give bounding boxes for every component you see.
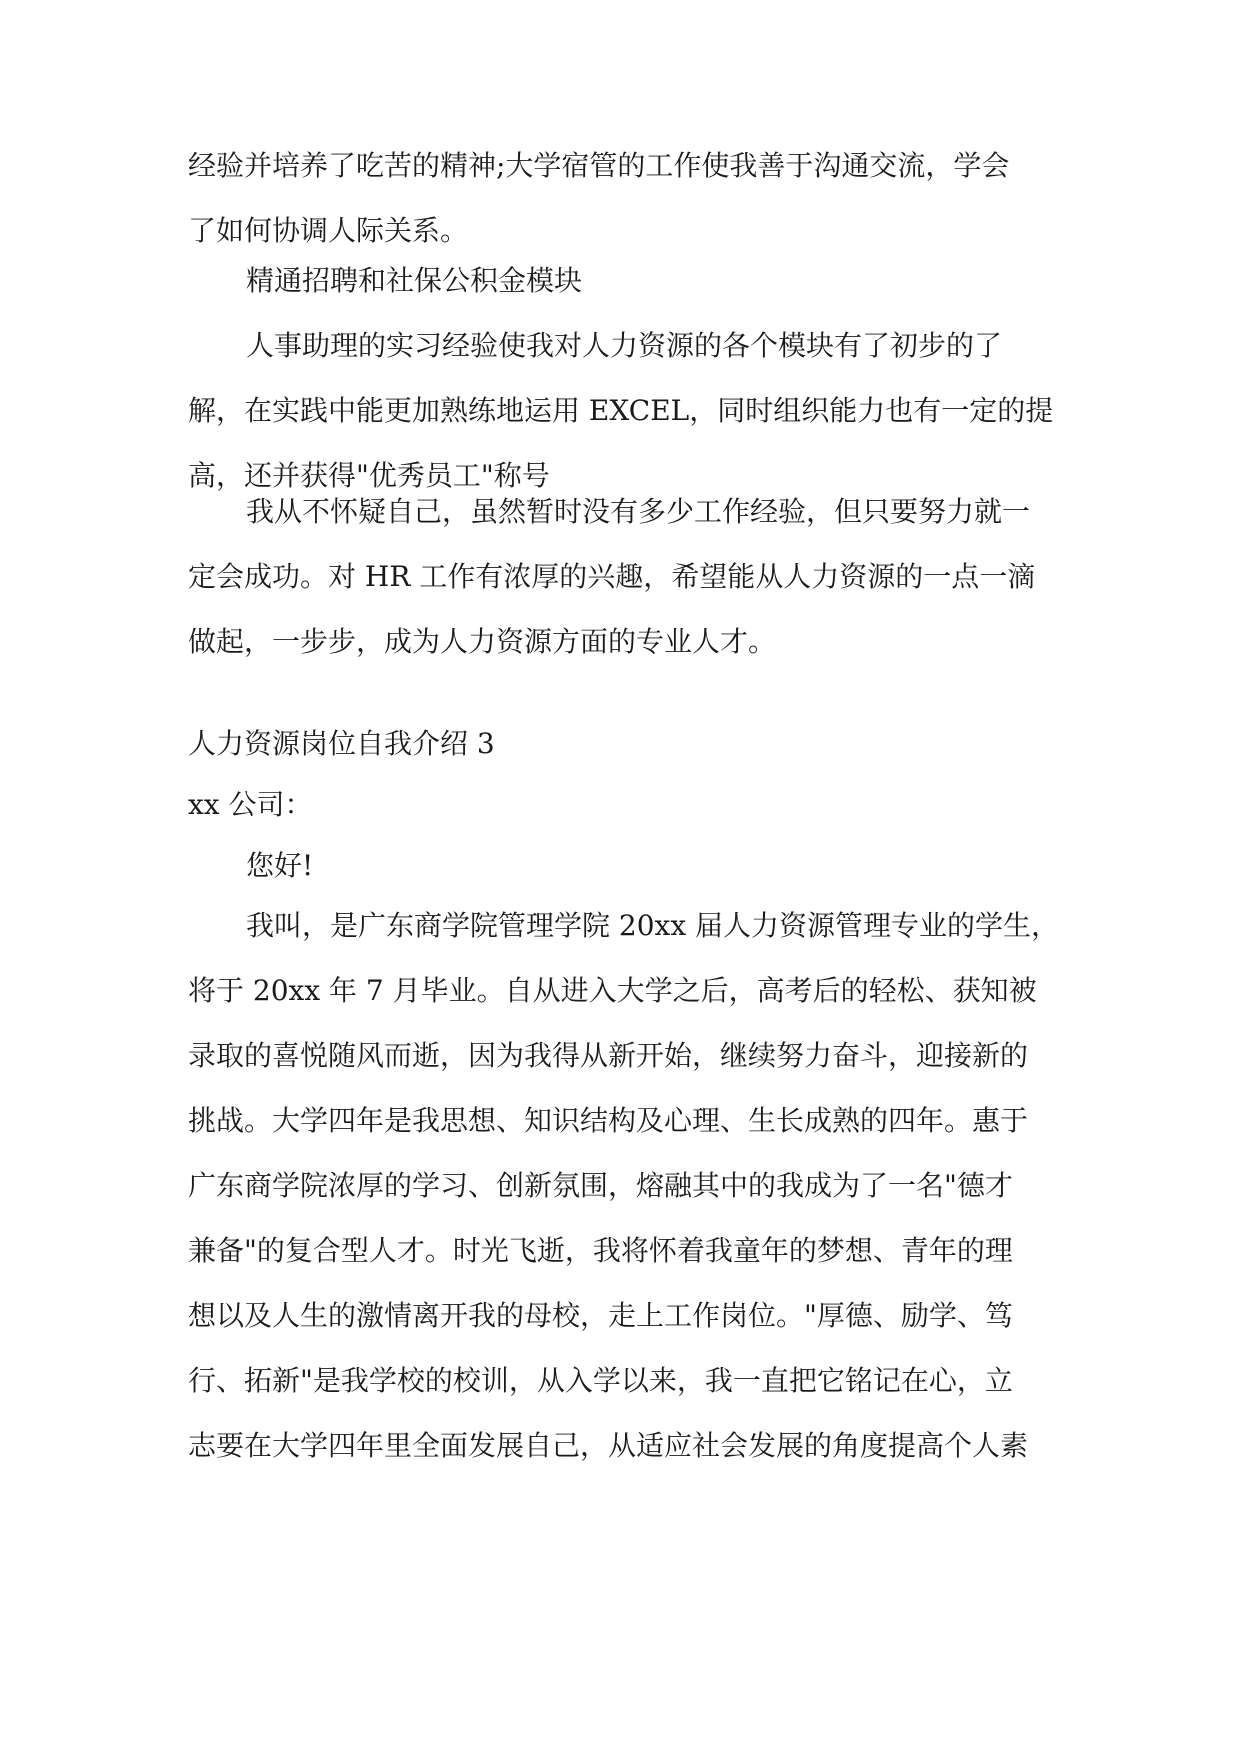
text-line: 我从不怀疑自己，虽然暂时没有多少工作经验，但只要努力就一 bbox=[246, 495, 1031, 528]
text-line: 解，在实践中能更加熟练地运用 EXCEL，同时组织能力也有一定的提 bbox=[188, 394, 1054, 427]
text-line: 行、拓新"是我学校的校训，从入学以来，我一直把它铭记在心，立 bbox=[188, 1364, 1013, 1397]
text-line: 挑战。大学四年是我思想、知识结构及心理、生长成熟的四年。惠于 bbox=[188, 1104, 1029, 1137]
text-line: 定会成功。对 HR 工作有浓厚的兴趣，希望能从人力资源的一点一滴 bbox=[188, 560, 1036, 593]
paragraph-confidence bbox=[188, 479, 1058, 674]
text-line: 您好! bbox=[246, 849, 314, 882]
text-line: 人事助理的实习经验使我对人力资源的各个模块有了初步的了 bbox=[246, 329, 1003, 362]
paragraph-skills-heading bbox=[188, 248, 1058, 313]
section-title-text: 人力资源岗位自我介绍 3 bbox=[188, 727, 495, 760]
text-line: 做起，一步步，成为人力资源方面的专业人才。 bbox=[188, 625, 777, 658]
text-line: 志要在大学四年里全面发展自己，从适应社会发展的角度提高个人素 bbox=[188, 1429, 1029, 1462]
text-line: 录取的喜悦随风而逝，因为我得从新开始，继续努力奋斗，迎接新的 bbox=[188, 1039, 1029, 1072]
text-line: 了如何协调人际关系。 bbox=[188, 214, 469, 247]
text-line: 精通招聘和社保公积金模块 bbox=[246, 264, 583, 297]
text-line: 我叫，是广东商学院管理学院 20xx 届人力资源管理专业的学生， bbox=[246, 909, 1060, 942]
text-line: xx 公司： bbox=[188, 788, 313, 821]
section-title bbox=[188, 711, 1058, 776]
text-line: 高，还并获得"优秀员工"称号 bbox=[188, 459, 550, 492]
salutation-company bbox=[188, 772, 1058, 837]
paragraph-self-introduction bbox=[188, 893, 1058, 1478]
text-line: 兼备"的复合型人才。时光飞逝，我将怀着我童年的梦想、青年的理 bbox=[188, 1234, 1013, 1267]
text-line: 广东商学院浓厚的学习、创新氛围，熔融其中的我成为了一名"德才 bbox=[188, 1169, 1013, 1202]
greeting bbox=[188, 833, 1058, 898]
text-line: 将于 20xx 年 7 月毕业。自从进入大学之后，高考后的轻松、获知被 bbox=[188, 974, 1037, 1007]
paragraph-experience bbox=[188, 133, 1058, 263]
text-line: 想以及人生的激情离开我的母校，走上工作岗位。"厚德、励学、笃 bbox=[188, 1299, 1013, 1332]
text-line: 经验并培养了吃苦的精神;大学宿管的工作使我善于沟通交流，学会 bbox=[188, 149, 1010, 182]
